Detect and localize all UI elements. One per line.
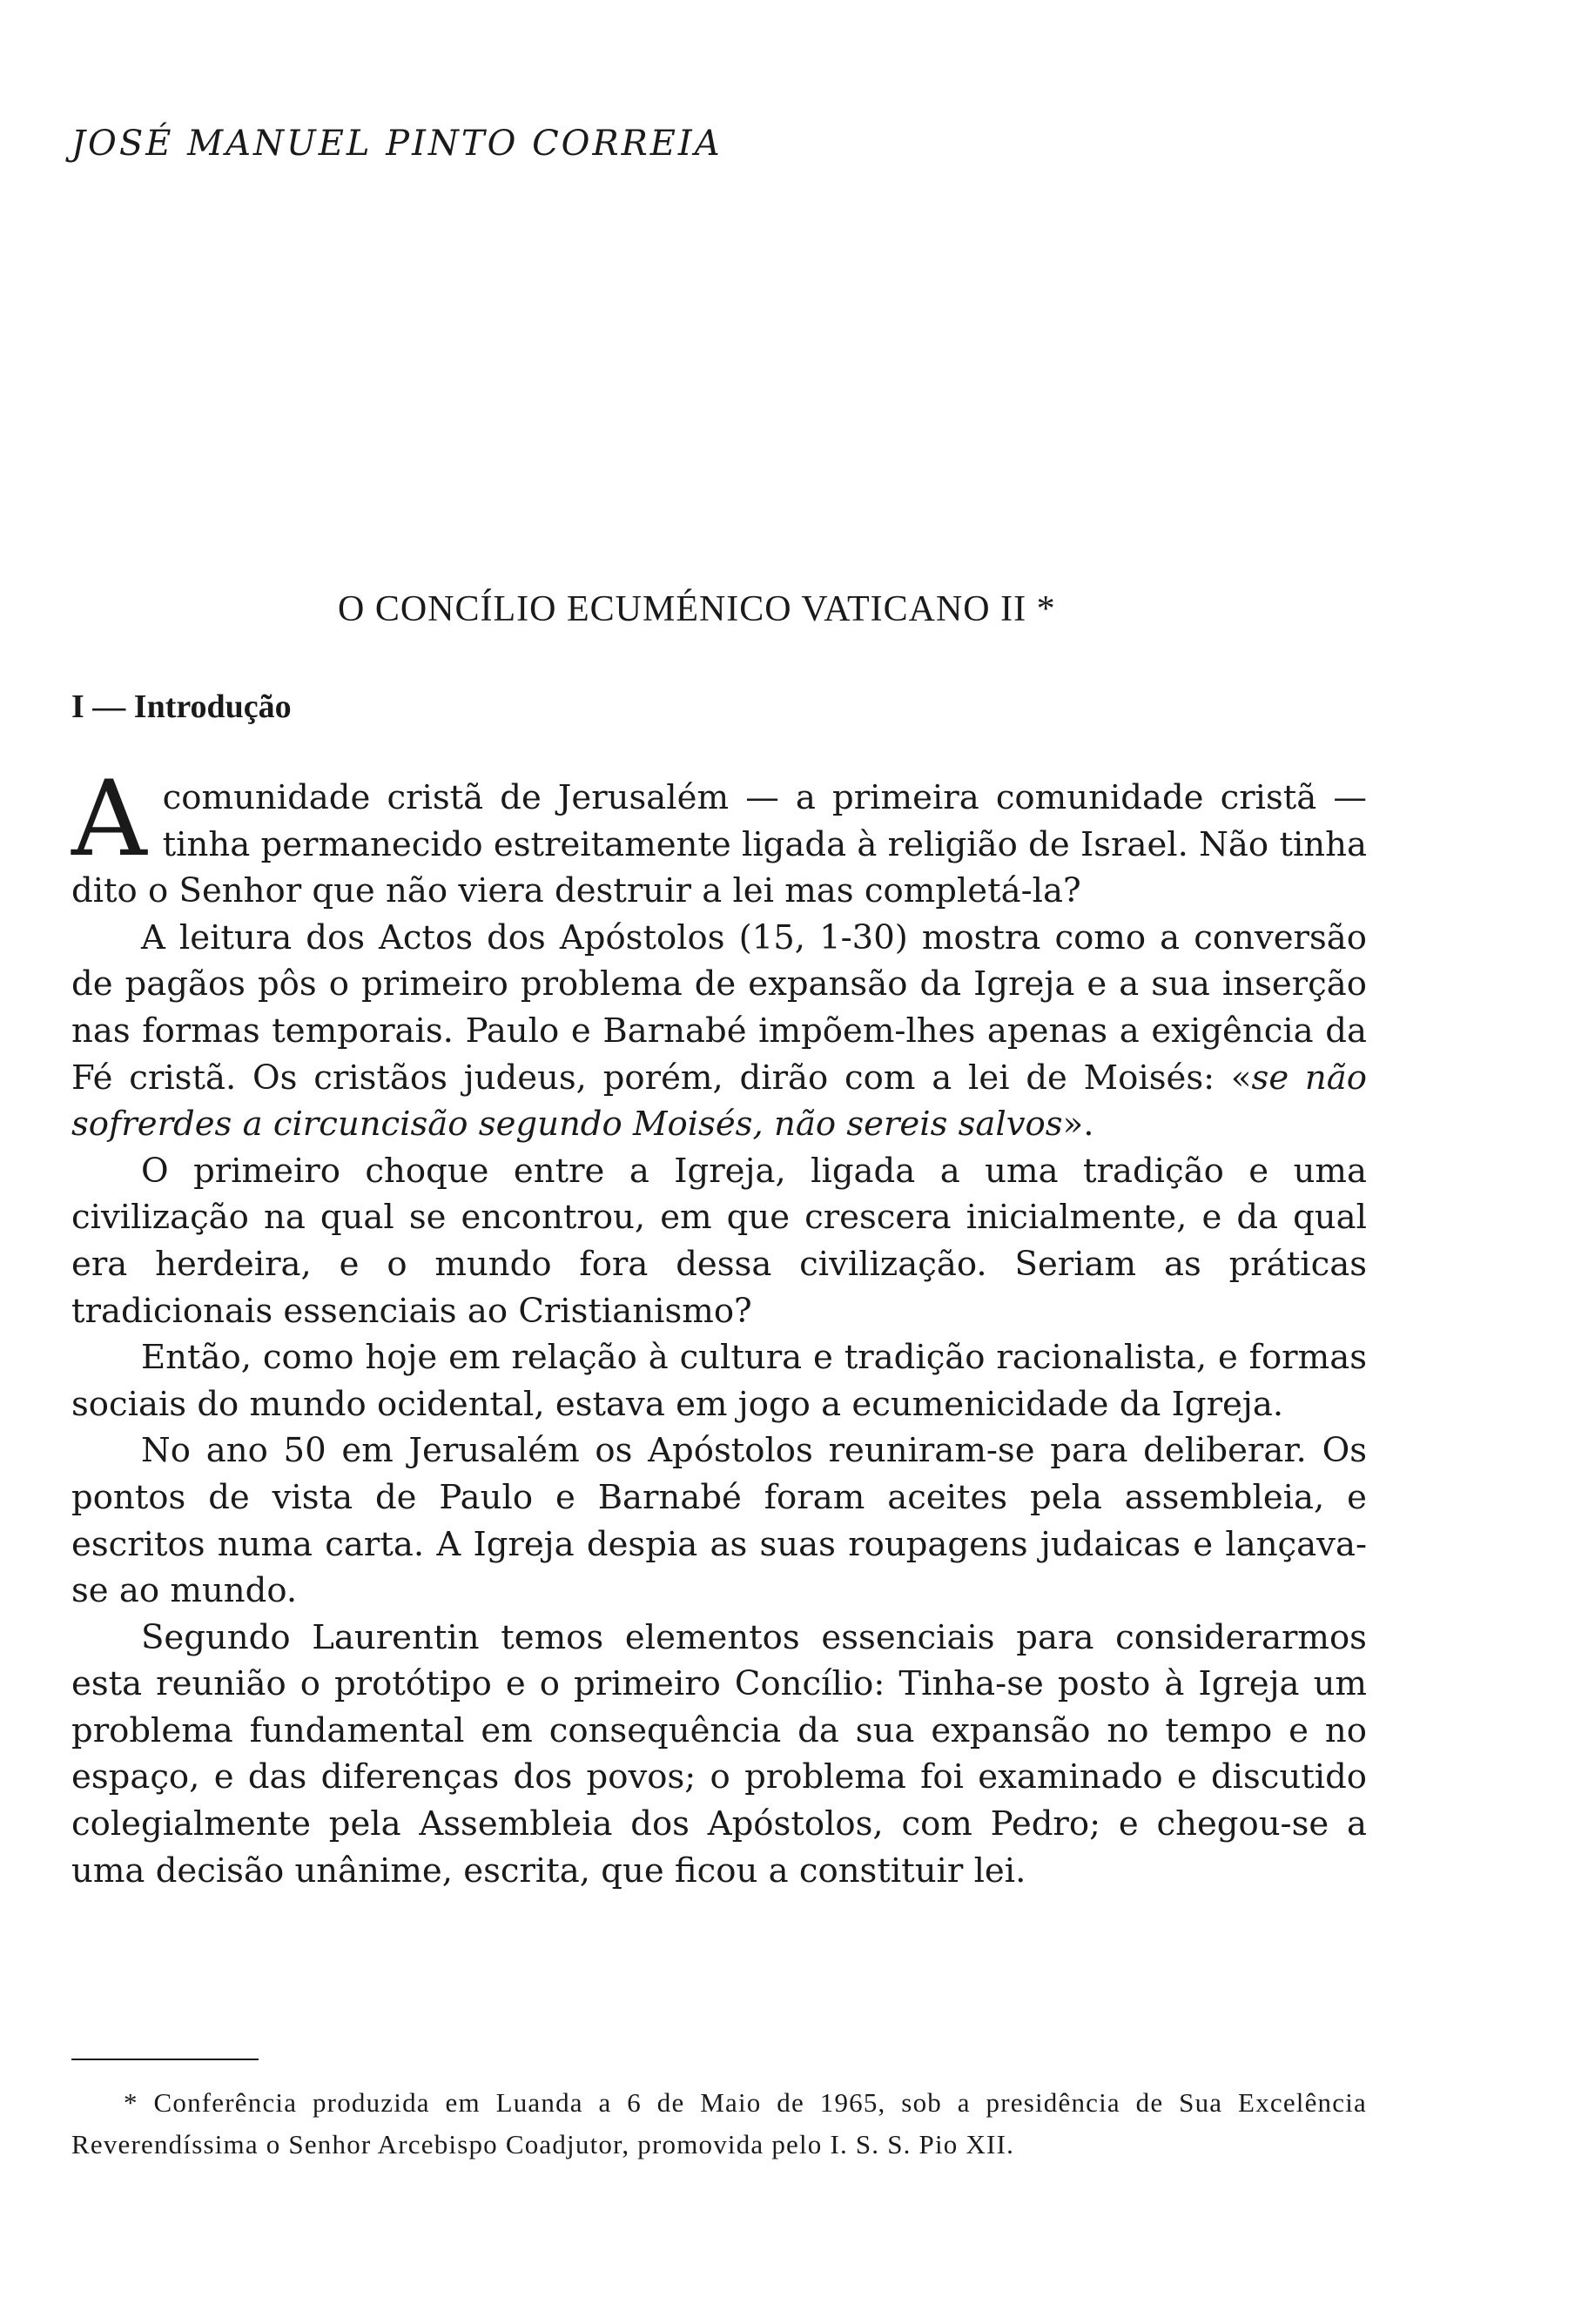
footnote-rule — [71, 2059, 259, 2060]
paragraph-4: Então, como hoje em relação à cultura e tradição racionalista, e formas sociais do mundo ocidental, estava em jogo a ecumenicidade da Igreja. — [71, 1338, 1367, 1424]
paragraph-6: Segundo Laurentin temos elementos essenciais para considerarmos esta reunião o protótipo e o primeiro Concílio: Tinha-se posto à Igreja um problema fundamental em consequência da sua expansão no tempo e no espaço, e das diferenças dos povos; o problema foi examinado e discutido colegialmente pela Assembleia dos Apóstolos, com Pedro; e chegou-se a uma decisão unânime, escrita, que ficou a constituir lei. — [71, 1617, 1367, 1891]
section-heading: I — Introdução — [71, 688, 292, 725]
paragraph-2-text-end: ». — [1062, 1105, 1094, 1145]
footnote — [71, 2082, 1367, 2166]
article-body — [71, 759, 1368, 1894]
paragraph-2-quote: se não sofrerdes a circuncisão segundo Moisés, não sereis salvos — [71, 1058, 1368, 1145]
paragraph-2-text: A leitura dos Actos dos Apóstolos (15, 1-30) mostra como a conversão de pagãos pôs o primeiro problema de expansão da Igreja e a sua inserção nas formas temporais. Paulo e Barnabé impõem-lhes apenas a exigência da Fé cristã. Os cristãos judeus, porém, dirão com a lei de Moisés: « — [71, 917, 1367, 1098]
article-title: O CONCÍLIO ECUMÉNICO VATICANO II * — [338, 589, 1056, 629]
paragraph-3: O primeiro choque entre a Igreja, ligada a uma tradição e uma civilização na qual se encontrou, em que crescera inicialmente, e da qual era herdeira, e o mundo fora dessa civilização. Seriam as práticas tradicionais essenciais ao Cristianismo? — [71, 1151, 1367, 1331]
drop-cap: A — [71, 759, 147, 880]
paragraph-1 — [71, 759, 1367, 915]
author-name: JOSÉ MANUEL PINTO CORREIA — [71, 124, 723, 164]
paragraph-1-text: comunidade cristã de Jerusalém — a primeira comunidade cristã — tinha permanecido estreitamente ligada à religião de Israel. Não tinha dito o Senhor que não viera destruir a lei mas completá-la? — [71, 778, 1367, 911]
footnote-text: * Conferência produzida em Luanda a 6 de Maio de 1965, sob a presidência de Sua Excelência Reverendíssima o Senhor Arcebispo Coadjutor, promovida pelo I. S. S. Pio XII. — [71, 2087, 1367, 2159]
paragraph-5: No ano 50 em Jerusalém os Apóstolos reuniram-se para deliberar. Os pontos de vista de Paulo e Barnabé foram aceites pela assembleia, e escritos numa carta. A Igreja despia as suas roupagens judaicas e lançava-se ao mundo. — [71, 1431, 1367, 1611]
paragraph-2 — [71, 915, 1367, 1148]
